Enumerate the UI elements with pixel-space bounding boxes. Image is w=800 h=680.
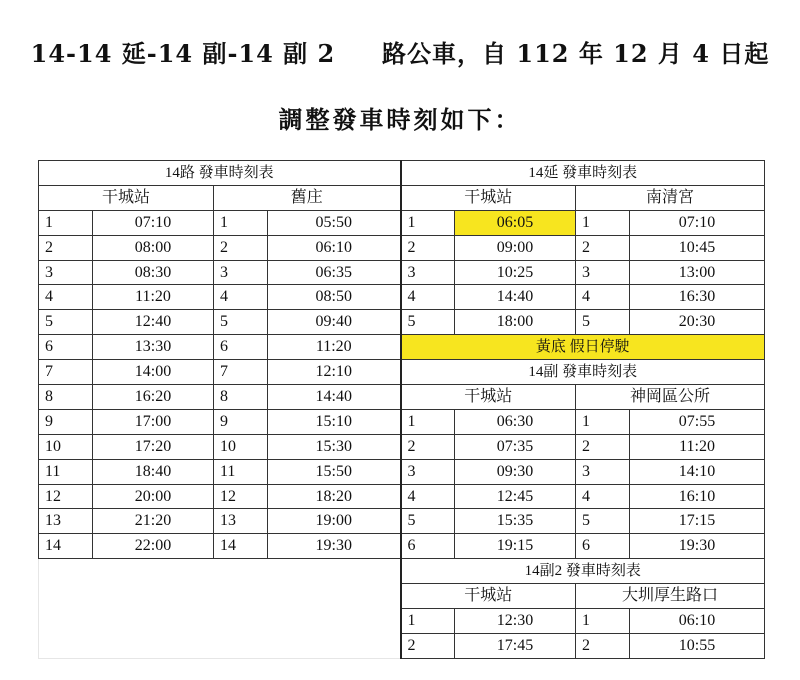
departure-time: 16:30	[630, 285, 765, 310]
trip-number: 9	[39, 409, 93, 434]
trip-number: 13	[39, 509, 93, 534]
departure-time: 10:45	[630, 235, 765, 260]
holiday-note: 黃底 假日停駛	[401, 335, 765, 360]
departure-time: 11:20	[268, 335, 401, 360]
trip-number: 1	[401, 609, 455, 634]
departure-time: 17:15	[630, 509, 765, 534]
departure-time: 15:10	[268, 409, 401, 434]
highlighted-departure-time: 06:05	[455, 210, 576, 235]
trip-number: 2	[214, 235, 268, 260]
trip-number: 4	[576, 484, 630, 509]
trip-number: 1	[39, 210, 93, 235]
trip-number: 3	[401, 459, 455, 484]
table-row	[39, 210, 765, 235]
departure-time: 21:20	[93, 509, 214, 534]
departure-time: 14:40	[455, 285, 576, 310]
departure-time: 07:10	[630, 210, 765, 235]
table-row	[39, 260, 765, 285]
departure-time: 17:20	[93, 434, 214, 459]
departure-time: 09:40	[268, 310, 401, 335]
trip-number: 1	[214, 210, 268, 235]
departure-time: 19:30	[268, 534, 401, 559]
trip-number: 4	[39, 285, 93, 310]
table-row	[39, 385, 765, 410]
trip-number: 14	[214, 534, 268, 559]
departure-time: 18:20	[268, 484, 401, 509]
departure-time: 18:40	[93, 459, 214, 484]
departure-time: 15:30	[268, 434, 401, 459]
trip-number: 8	[214, 385, 268, 410]
departure-time: 08:00	[93, 235, 214, 260]
trip-number: 5	[401, 509, 455, 534]
trip-number: 3	[214, 260, 268, 285]
trip-number: 1	[576, 210, 630, 235]
departure-time: 05:50	[268, 210, 401, 235]
route-14sub-origin-header: 干城站	[401, 385, 576, 410]
trip-number: 6	[214, 335, 268, 360]
departure-time: 17:00	[93, 409, 214, 434]
trip-number: 10	[39, 434, 93, 459]
departure-time: 07:55	[630, 409, 765, 434]
table-row	[39, 484, 765, 509]
departure-time: 14:10	[630, 459, 765, 484]
trip-number: 3	[401, 260, 455, 285]
departure-time: 22:00	[93, 534, 214, 559]
table-row	[39, 559, 765, 584]
notice-title: 14-14 延-14 副-14 副 2 路公車，自 112 年 12 月 4 日起	[30, 39, 770, 68]
trip-number: 3	[576, 459, 630, 484]
table-row	[39, 409, 765, 434]
departure-time: 16:10	[630, 484, 765, 509]
route-14ext-origin-header: 干城站	[401, 185, 576, 210]
departure-time: 14:00	[93, 360, 214, 385]
departure-time: 12:40	[93, 310, 214, 335]
table-row	[39, 235, 765, 260]
departure-time: 06:35	[268, 260, 401, 285]
departure-time: 20:00	[93, 484, 214, 509]
trip-number: 3	[576, 260, 630, 285]
departure-time: 07:35	[455, 434, 576, 459]
departure-time: 20:30	[630, 310, 765, 335]
trip-number: 4	[401, 285, 455, 310]
trip-number: 5	[576, 509, 630, 534]
route-14sub-terminal-header: 神岡區公所	[576, 385, 765, 410]
trip-number: 4	[401, 484, 455, 509]
trip-number: 2	[401, 434, 455, 459]
table-row	[39, 285, 765, 310]
trip-number: 2	[401, 633, 455, 658]
trip-number: 12	[39, 484, 93, 509]
trip-number: 5	[401, 310, 455, 335]
table-row	[39, 509, 765, 534]
table-row	[39, 185, 765, 210]
table-row	[39, 161, 765, 186]
departure-time: 09:30	[455, 459, 576, 484]
departure-time: 16:20	[93, 385, 214, 410]
notice-subtitle: 調整發車時刻如下：	[278, 105, 522, 134]
route-14sub-title: 14副 發車時刻表	[401, 360, 765, 385]
trip-number: 1	[401, 210, 455, 235]
departure-time: 10:55	[630, 633, 765, 658]
departure-time: 18:00	[455, 310, 576, 335]
table-row	[39, 360, 765, 385]
departure-time: 15:50	[268, 459, 401, 484]
route-14sub2-origin-header: 干城站	[401, 584, 576, 609]
route-14ext-title: 14延 發車時刻表	[401, 161, 765, 186]
trip-number: 4	[214, 285, 268, 310]
route-14-origin-header: 干城站	[39, 185, 214, 210]
departure-time: 19:00	[268, 509, 401, 534]
departure-time: 17:45	[455, 633, 576, 658]
trip-number: 1	[576, 409, 630, 434]
trip-number: 1	[401, 409, 455, 434]
empty-area	[39, 559, 401, 659]
departure-time: 19:15	[455, 534, 576, 559]
trip-number: 9	[214, 409, 268, 434]
trip-number: 2	[39, 235, 93, 260]
departure-time: 12:45	[455, 484, 576, 509]
departure-time: 10:25	[455, 260, 576, 285]
route-14sub2-title: 14副2 發車時刻表	[401, 559, 765, 584]
departure-time: 11:20	[630, 434, 765, 459]
table-row	[39, 434, 765, 459]
trip-number: 6	[39, 335, 93, 360]
trip-number: 2	[576, 633, 630, 658]
trip-number: 5	[576, 310, 630, 335]
trip-number: 5	[39, 310, 93, 335]
departure-time: 13:30	[93, 335, 214, 360]
table-row	[39, 310, 765, 335]
table-row	[39, 335, 765, 360]
trip-number: 11	[214, 459, 268, 484]
trip-number: 3	[39, 260, 93, 285]
route-14-title: 14路 發車時刻表	[39, 161, 401, 186]
departure-time: 14:40	[268, 385, 401, 410]
departure-time: 11:20	[93, 285, 214, 310]
trip-number: 14	[39, 534, 93, 559]
timetable	[38, 160, 765, 659]
table-row	[39, 534, 765, 559]
departure-time: 15:35	[455, 509, 576, 534]
departure-time: 07:10	[93, 210, 214, 235]
departure-time: 12:10	[268, 360, 401, 385]
trip-number: 6	[576, 534, 630, 559]
departure-time: 08:50	[268, 285, 401, 310]
trip-number: 13	[214, 509, 268, 534]
departure-time: 13:00	[630, 260, 765, 285]
departure-time: 09:00	[455, 235, 576, 260]
trip-number: 6	[401, 534, 455, 559]
trip-number: 11	[39, 459, 93, 484]
departure-time: 08:30	[93, 260, 214, 285]
table-row	[39, 459, 765, 484]
trip-number: 2	[576, 434, 630, 459]
trip-number: 2	[576, 235, 630, 260]
trip-number: 1	[576, 609, 630, 634]
trip-number: 10	[214, 434, 268, 459]
route-14ext-terminal-header: 南清宮	[576, 185, 765, 210]
trip-number: 12	[214, 484, 268, 509]
departure-time: 12:30	[455, 609, 576, 634]
departure-time: 06:10	[268, 235, 401, 260]
route-14sub2-terminal-header: 大圳厚生路口	[576, 584, 765, 609]
departure-time: 19:30	[630, 534, 765, 559]
trip-number: 7	[39, 360, 93, 385]
departure-time: 06:10	[630, 609, 765, 634]
trip-number: 8	[39, 385, 93, 410]
trip-number: 4	[576, 285, 630, 310]
trip-number: 7	[214, 360, 268, 385]
trip-number: 5	[214, 310, 268, 335]
trip-number: 2	[401, 235, 455, 260]
departure-time: 06:30	[455, 409, 576, 434]
route-14-terminal-header: 舊庄	[214, 185, 401, 210]
